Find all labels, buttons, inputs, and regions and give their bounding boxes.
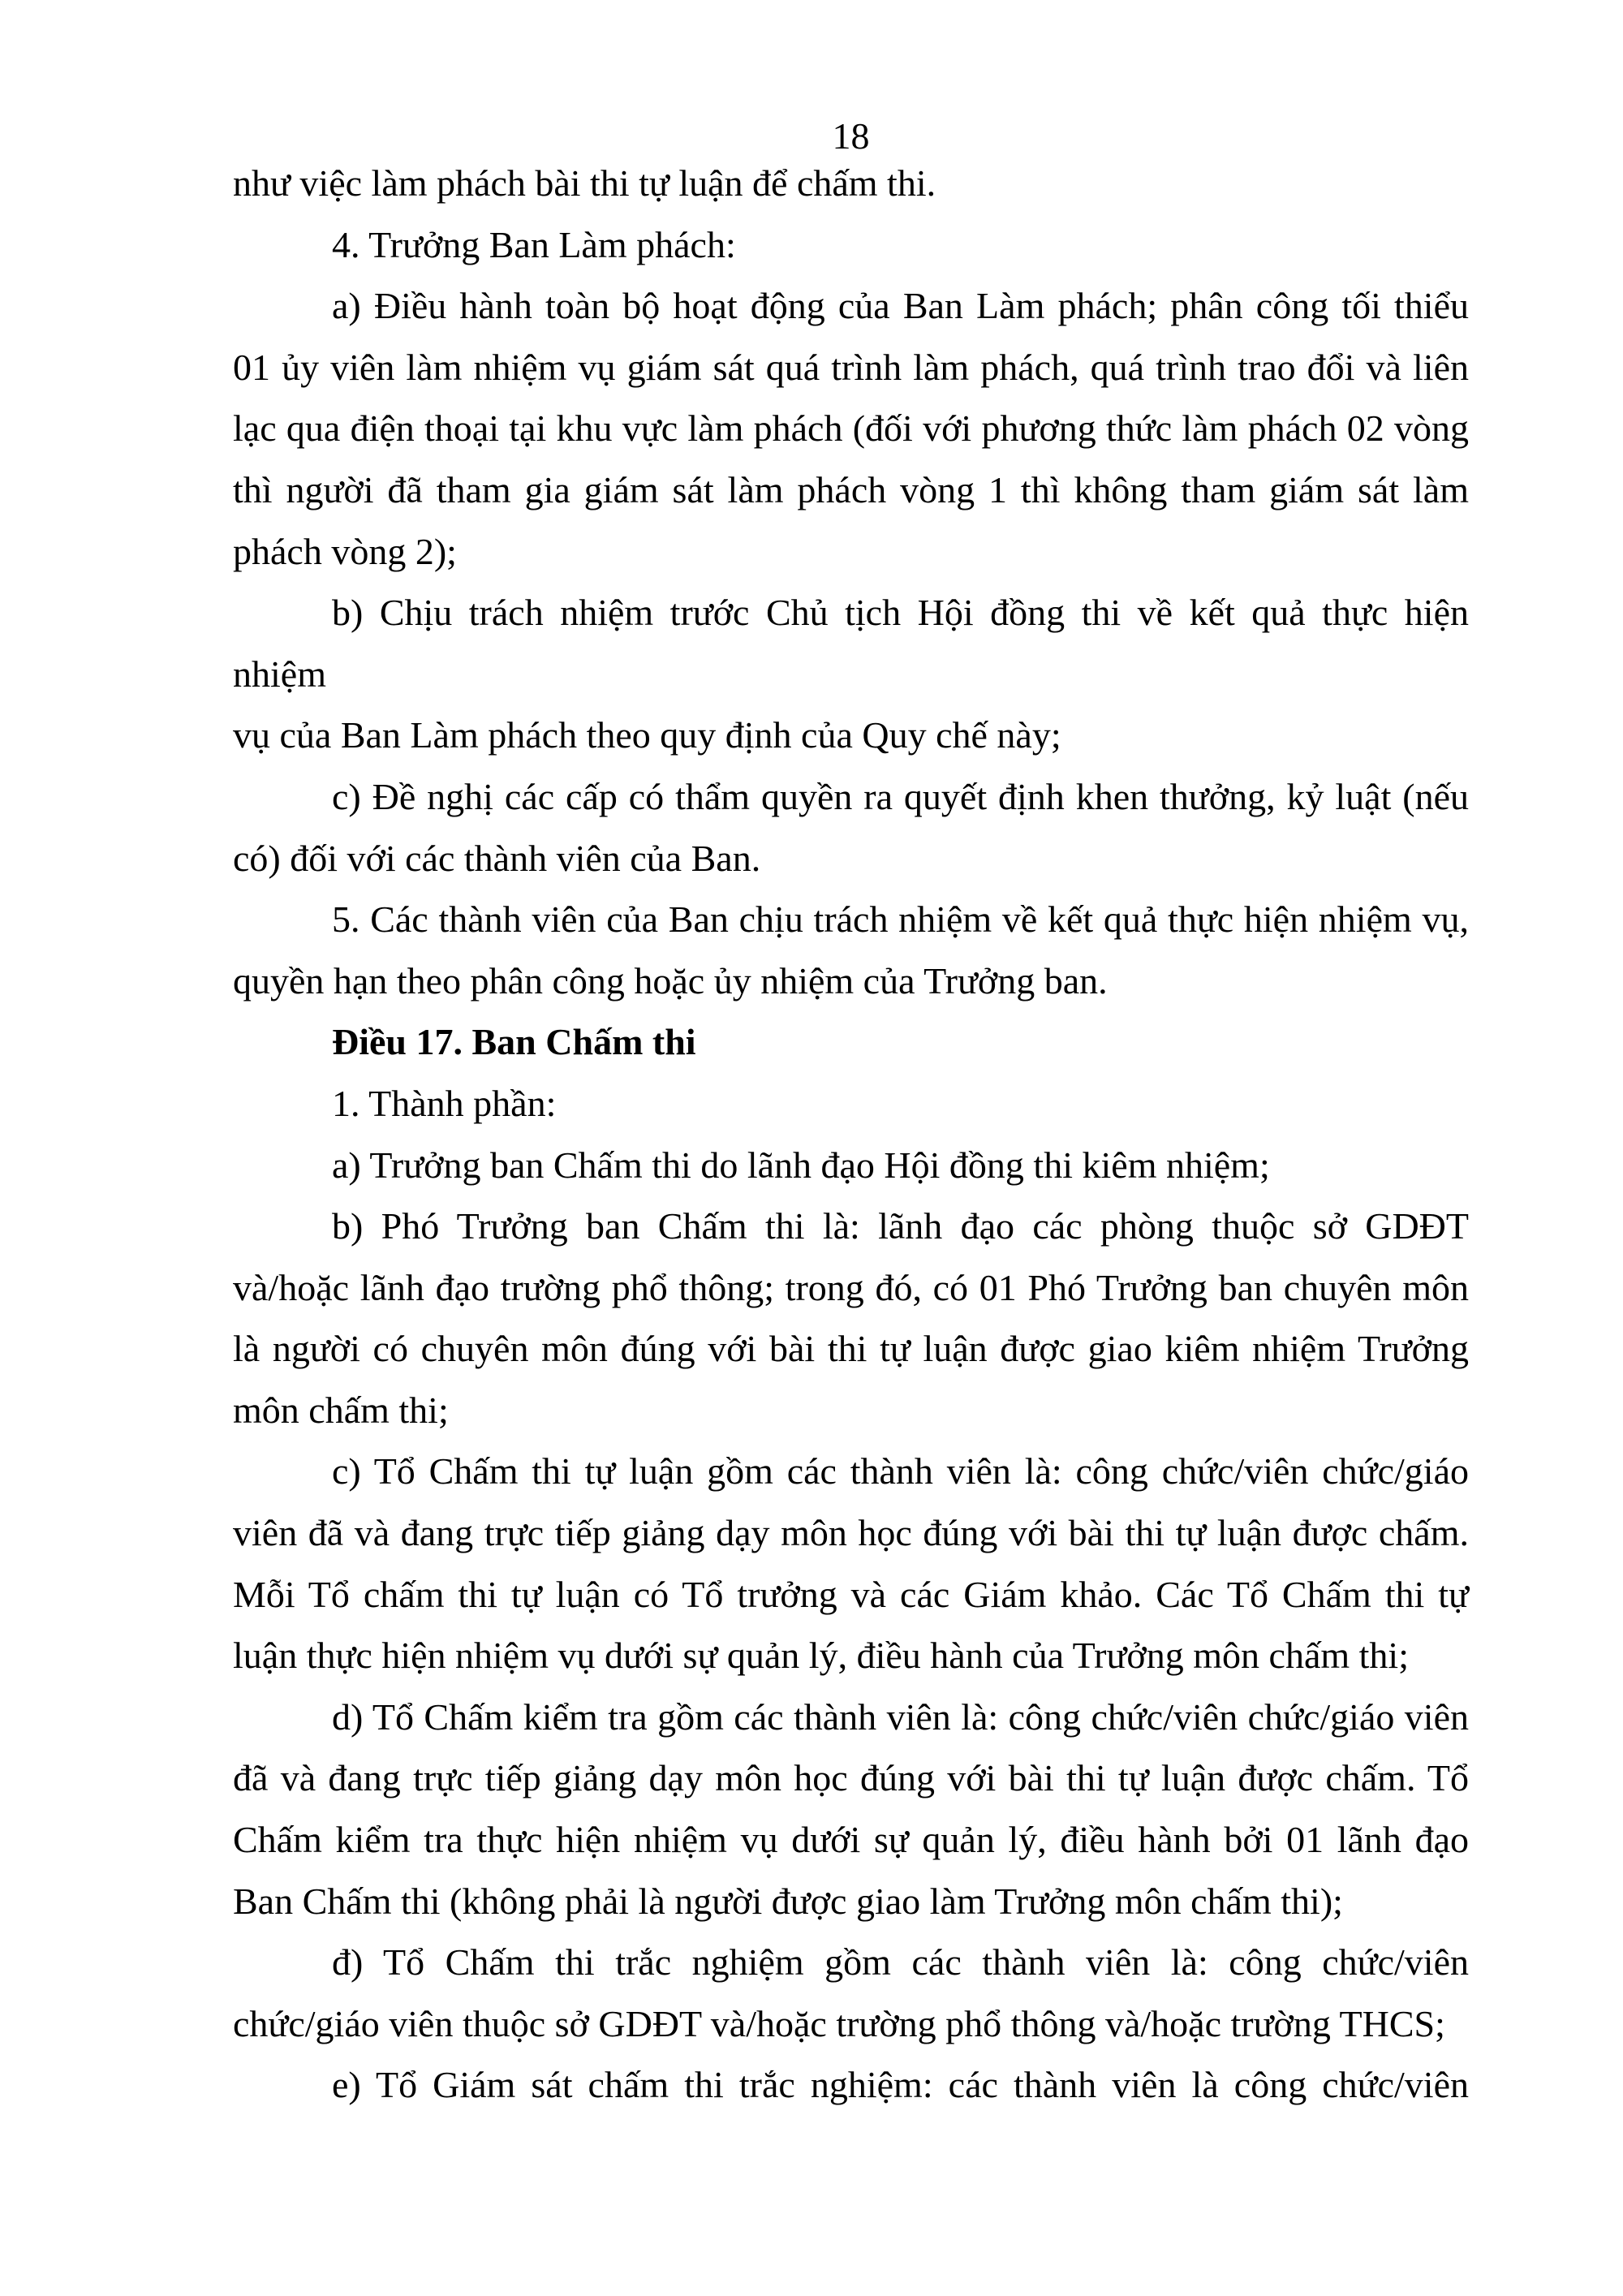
text-line: c) Đề nghị các cấp có thẩm quyền ra quyết định khen thưởng, kỷ luật (nếu — [332, 775, 1469, 817]
article-heading-text: Điều 17. Ban Chấm thi — [332, 1021, 696, 1063]
paragraph-item-1 — [233, 1073, 1469, 1135]
paragraph-item-d — [233, 1686, 1469, 1932]
text-line: a) Điều hành toàn bộ hoạt động của Ban Làm phách; phân công tối thiểu — [332, 285, 1469, 327]
text-line: và/hoặc lãnh đạo trường phổ thông; trong đó, có 01 Phó Trưởng ban chuyên môn — [233, 1266, 1469, 1308]
paragraph-item-4b — [233, 582, 1469, 766]
article-heading — [233, 1011, 1469, 1073]
text-line: 4. Trưởng Ban Làm phách: — [332, 223, 736, 265]
paragraph-item-a — [233, 1135, 1469, 1196]
page-number: 18 — [832, 115, 870, 157]
paragraph-item-4 — [233, 214, 1469, 276]
text-line: lạc qua điện thoại tại khu vực làm phách (đối với phương thức làm phách 02 vòng — [233, 407, 1469, 450]
text-line: phách vòng 2); — [233, 530, 457, 572]
text-line: vụ của Ban Làm phách theo quy định của Quy chế này; — [233, 714, 1061, 756]
text-line: a) Trưởng ban Chấm thi do lãnh đạo Hội đồng thi kiêm nhiệm; — [332, 1144, 1270, 1186]
text-line: d) Tổ Chấm kiểm tra gồm các thành viên là: công chức/viên chức/giáo viên — [332, 1695, 1469, 1738]
paragraph-item-5 — [233, 889, 1469, 1011]
paragraph-continuation — [233, 153, 1469, 214]
text-line: đ) Tổ Chấm thi trắc nghiệm gồm các thành viên là: công chức/viên — [332, 1941, 1469, 1984]
text-line: Chấm kiểm tra thực hiện nhiệm vụ dưới sự quản lý, điều hành bởi 01 lãnh đạo — [233, 1819, 1469, 1861]
text-line: Mỗi Tổ chấm thi tự luận có Tổ trưởng và các Giám khảo. Các Tổ Chấm thi tự — [233, 1573, 1469, 1615]
text-line: 1. Thành phần: — [332, 1082, 557, 1124]
text-line: 01 ủy viên làm nhiệm vụ giám sát quá trình làm phách, quá trình trao đổi và liên — [233, 346, 1469, 388]
paragraph-item-e — [233, 2054, 1469, 2116]
text-line: có) đối với các thành viên của Ban. — [233, 837, 761, 879]
paragraph-item-4a — [233, 275, 1469, 582]
text-line: c) Tổ Chấm thi tự luận gồm các thành viên là: công chức/viên chức/giáo — [332, 1450, 1469, 1493]
text-line: 5. Các thành viên của Ban chịu trách nhiệm về kết quả thực hiện nhiệm vụ, — [332, 898, 1469, 941]
text-line: luận thực hiện nhiệm vụ dưới sự quản lý, điều hành của Trưởng môn chấm thi; — [233, 1635, 1409, 1677]
text-line: e) Tổ Giám sát chấm thi trắc nghiệm: các thành viên là công chức/viên — [332, 2064, 1469, 2106]
paragraph-item-b — [233, 1195, 1469, 1441]
paragraph-item-dd — [233, 1932, 1469, 2054]
text-line: viên đã và đang trực tiếp giảng dạy môn học đúng với bài thi tự luận được chấm. — [233, 1512, 1469, 1554]
paragraph-item-4c — [233, 766, 1469, 889]
text-line: Ban Chấm thi (không phải là người được giao làm Trưởng môn chấm thi); — [233, 1880, 1343, 1922]
text-line: quyền hạn theo phân công hoặc ủy nhiệm của Trưởng ban. — [233, 959, 1108, 1002]
text-line: là người có chuyên môn đúng với bài thi tự luận được giao kiêm nhiệm Trưởng — [233, 1328, 1469, 1370]
text-line: môn chấm thi; — [233, 1389, 449, 1431]
text-line: b) Phó Trưởng ban Chấm thi là: lãnh đạo các phòng thuộc sở GDĐT — [332, 1205, 1469, 1247]
paragraph-item-c — [233, 1441, 1469, 1686]
text-line: b) Chịu trách nhiệm trước Chủ tịch Hội đồng thi về kết quả thực hiện nhiệm — [233, 592, 1469, 695]
text-line: đã và đang trực tiếp giảng dạy môn học đúng với bài thi tự luận được chấm. Tổ — [233, 1757, 1469, 1799]
document-body — [233, 153, 1469, 2116]
text-line: chức/giáo viên thuộc sở GDĐT và/hoặc trường phổ thông và/hoặc trường THCS; — [233, 2002, 1445, 2044]
text-line: thì người đã tham gia giám sát làm phách vòng 1 thì không tham giám sát làm — [233, 468, 1469, 510]
text-line: như việc làm phách bài thi tự luận để chấm thi. — [233, 162, 936, 204]
